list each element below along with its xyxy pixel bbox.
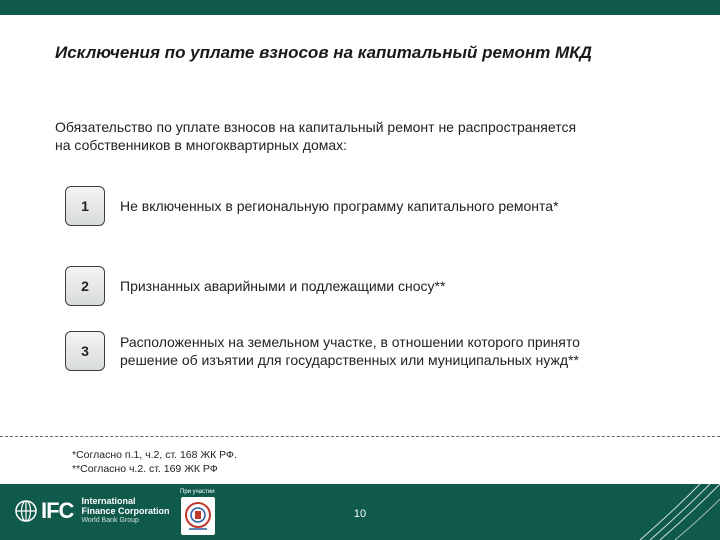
ifc-mark: IFC	[41, 498, 74, 523]
ifc-name-line-1: International	[81, 496, 136, 506]
item-text-line-2: решение об изъятии для государственных или муниципальных нужд**	[120, 352, 579, 368]
item-number-box: 3	[65, 331, 105, 371]
top-bar	[0, 0, 720, 15]
item-text-line-1: Расположенных на земельном участке, в отношении которого принято	[120, 334, 580, 350]
footnote-2: **Согласно ч.2. ст. 169 ЖК РФ	[72, 463, 218, 475]
footer-bar	[0, 484, 720, 540]
footnote-divider	[0, 436, 720, 437]
world-bank-globe-icon	[14, 499, 38, 523]
intro-line-2: на собственников в многоквартирных домах:	[55, 137, 348, 153]
item-number-box: 1	[65, 186, 105, 226]
item-text	[120, 197, 680, 215]
ifc-name	[81, 496, 169, 526]
footnotes	[72, 448, 237, 476]
item-text	[120, 333, 680, 369]
ifc-logo	[14, 496, 169, 526]
item-text-line-1: Не включенных в региональную программу капитального ремонта*	[120, 198, 559, 214]
ifc-name-line-3: World Bank Group	[81, 517, 139, 524]
item-text-line-1: Признанных аварийными и подлежащими сносу**	[120, 278, 446, 294]
ifc-name-line-2: Finance Corporation	[81, 506, 170, 516]
intro-text	[55, 118, 675, 154]
intro-line-1: Обязательство по уплате взносов на капитальный ремонт не распространяется	[55, 119, 577, 135]
partner-label: При участии	[180, 489, 215, 495]
partner-emblem-icon	[181, 497, 215, 535]
item-number-box: 2	[65, 266, 105, 306]
item-text	[120, 277, 680, 295]
page-number: 10	[353, 508, 367, 520]
footnote-1: *Согласно п.1, ч.2, ст. 168 ЖК РФ.	[72, 449, 237, 461]
page-title: Исключения по уплате взносов на капитальный ремонт МКД	[55, 43, 592, 62]
decorative-lines	[630, 484, 720, 540]
